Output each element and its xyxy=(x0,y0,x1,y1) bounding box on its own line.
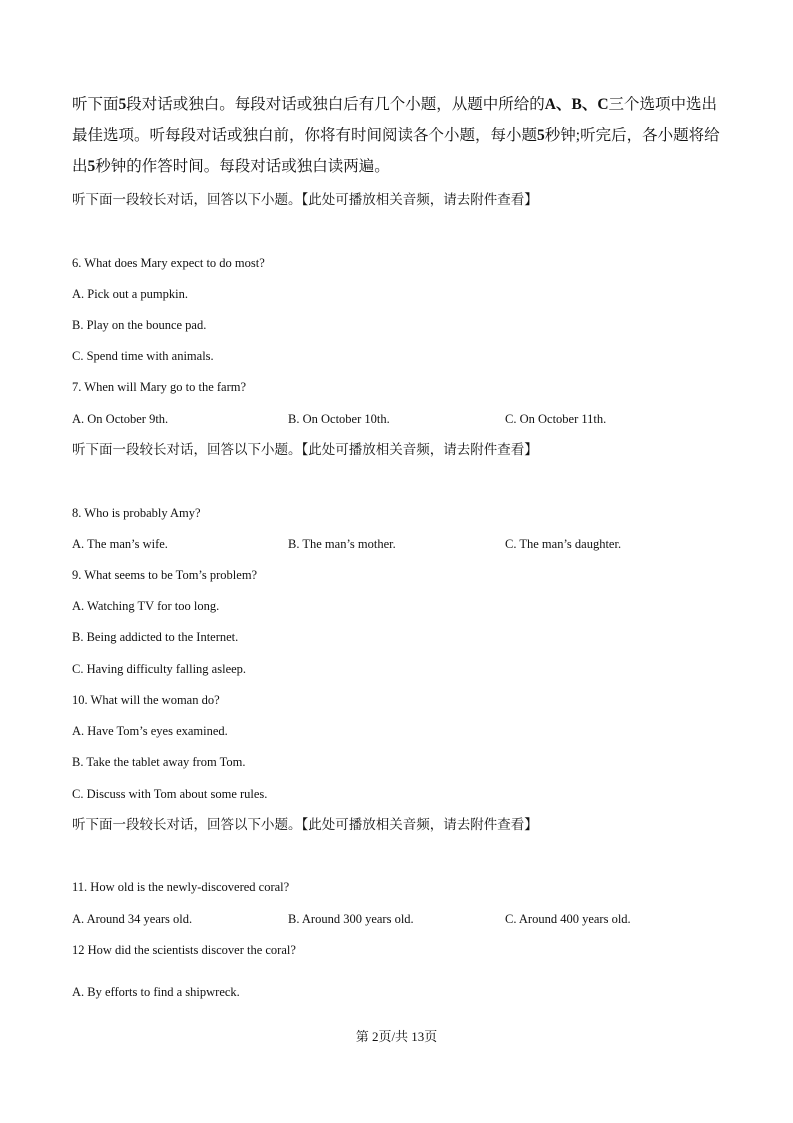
question-10-option-c: C. Discuss with Tom about some rules. xyxy=(72,787,268,801)
question-11-option-b: B. Around 300 years old. xyxy=(288,912,414,926)
question-7-option-a: A. On October 9th. xyxy=(72,412,169,426)
question-6-stem: 6. What does Mary expect to do most? xyxy=(72,256,265,270)
intro-text-8: 5 xyxy=(87,158,96,175)
question-11-stem: 11. How old is the newly-discovered coral? xyxy=(72,880,290,894)
question-6-option-b: B. Play on the bounce pad. xyxy=(72,318,207,332)
question-9-option-a: A. Watching TV for too long. xyxy=(72,599,220,613)
question-7-option-c: C. On October 11th. xyxy=(505,412,607,426)
question-9-option-c: C. Having difficulty falling asleep. xyxy=(72,662,247,676)
intro-text-5: 三个选项中选出最佳选项。听每段对话或独白前，你将有时间阅读各个小题，每小题 xyxy=(72,96,718,144)
question-10-option-b: B. Take the tablet away from Tom. xyxy=(72,755,246,769)
audio-notice-3: 听下面一段较长对话，回答以下小题。【此处可播放相关音频，请去附件查看】 xyxy=(72,817,538,832)
question-10-option-a: A. Have Tom’s eyes examined. xyxy=(72,724,228,738)
question-12-stem: 12 How did the scientists discover the coral? xyxy=(72,943,296,957)
question-8-option-a: A. The man’s wife. xyxy=(72,537,168,551)
question-7-option-b: B. On October 10th. xyxy=(288,412,390,426)
question-6-option-a: A. Pick out a pumpkin. xyxy=(72,287,188,301)
section-instructions xyxy=(72,89,727,182)
question-9-option-b: B. Being addicted to the Internet. xyxy=(72,630,239,644)
intro-text-4: A、B、C xyxy=(544,96,609,113)
question-8-stem: 8. Who is probably Amy? xyxy=(72,506,201,520)
intro-text-7: 秒钟;听完后，各小题将给出 xyxy=(72,127,720,175)
intro-text-3: 段对话或独白。每段对话或独白后有几个小题，从题中所给的 xyxy=(126,96,545,113)
page-footer: 第 2页/共 13页 xyxy=(355,1029,438,1044)
question-8-option-c: C. The man’s daughter. xyxy=(505,537,622,551)
audio-notice-2: 听下面一段较长对话，回答以下小题。【此处可播放相关音频，请去附件查看】 xyxy=(72,442,538,457)
intro-text-1: 听下面 xyxy=(72,96,119,113)
intro-text-9: 秒钟的作答时间。每段对话或独白读两遍。 xyxy=(95,158,390,175)
question-10-stem: 10. What will the woman do? xyxy=(72,693,220,707)
question-9-stem: 9. What seems to be Tom’s problem? xyxy=(72,568,258,582)
audio-notice-1: 听下面一段较长对话，回答以下小题。【此处可播放相关音频，请去附件查看】 xyxy=(72,192,538,207)
question-7-stem: 7. When will Mary go to the farm? xyxy=(72,380,247,394)
question-11-option-c: C. Around 400 years old. xyxy=(505,912,631,926)
question-6-option-c: C. Spend time with animals. xyxy=(72,349,214,363)
question-8-option-b: B. The man’s mother. xyxy=(288,537,396,551)
intro-text-6: 5 xyxy=(537,127,545,144)
question-11-option-a: A. Around 34 years old. xyxy=(72,912,193,926)
intro-text-2: 5 xyxy=(118,96,127,113)
question-12-option-a: A. By efforts to find a shipwreck. xyxy=(72,985,240,999)
